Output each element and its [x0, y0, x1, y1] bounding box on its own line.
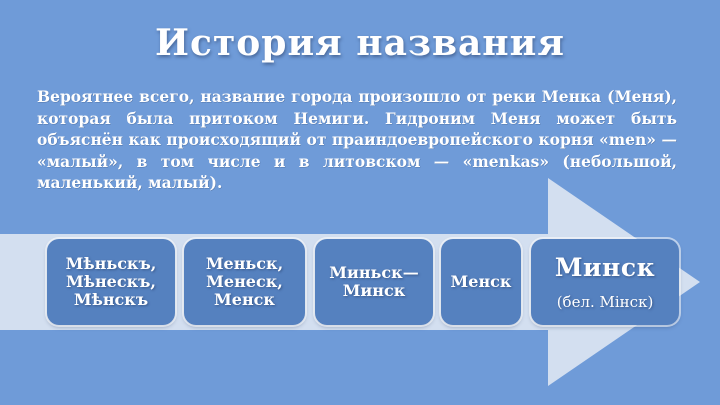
stage-3-line-2: Минск — [342, 281, 406, 300]
slide-title: История названия — [155, 22, 565, 64]
stage-1-line-3: Мѣнскъ — [73, 290, 149, 309]
body-paragraph: Вероятнее всего, название города произошло от реки Менка (Меня), которая была притоком Немиги. Гидроним Меня может быть объяснён как происходящий от праиндоевропейского корня «men» — «малый», в том числе и в литовском — «menkas» (небольшой, маленький, малый). — [37, 87, 677, 193]
stage-box-3 — [315, 239, 433, 325]
stage-box-5 — [531, 239, 679, 325]
stage-box-4 — [441, 239, 521, 325]
stage-2-line-3: Менск — [214, 290, 275, 309]
stage-5-note: (бел. Мінск) — [556, 293, 654, 311]
stage-1-line-1: Мѣньскъ, — [65, 254, 157, 273]
stage-box-2 — [184, 239, 305, 325]
stage-5-name: Минск — [554, 253, 656, 282]
stage-2-line-2: Менеск, — [206, 272, 283, 291]
stage-1-line-2: Мѣнескъ, — [66, 272, 156, 291]
stage-4-line-1: Менск — [450, 272, 512, 291]
stage-box-1 — [47, 239, 175, 325]
stage-3-line-1: Миньск— — [329, 263, 419, 282]
stage-2-line-1: Меньск, — [205, 254, 284, 273]
